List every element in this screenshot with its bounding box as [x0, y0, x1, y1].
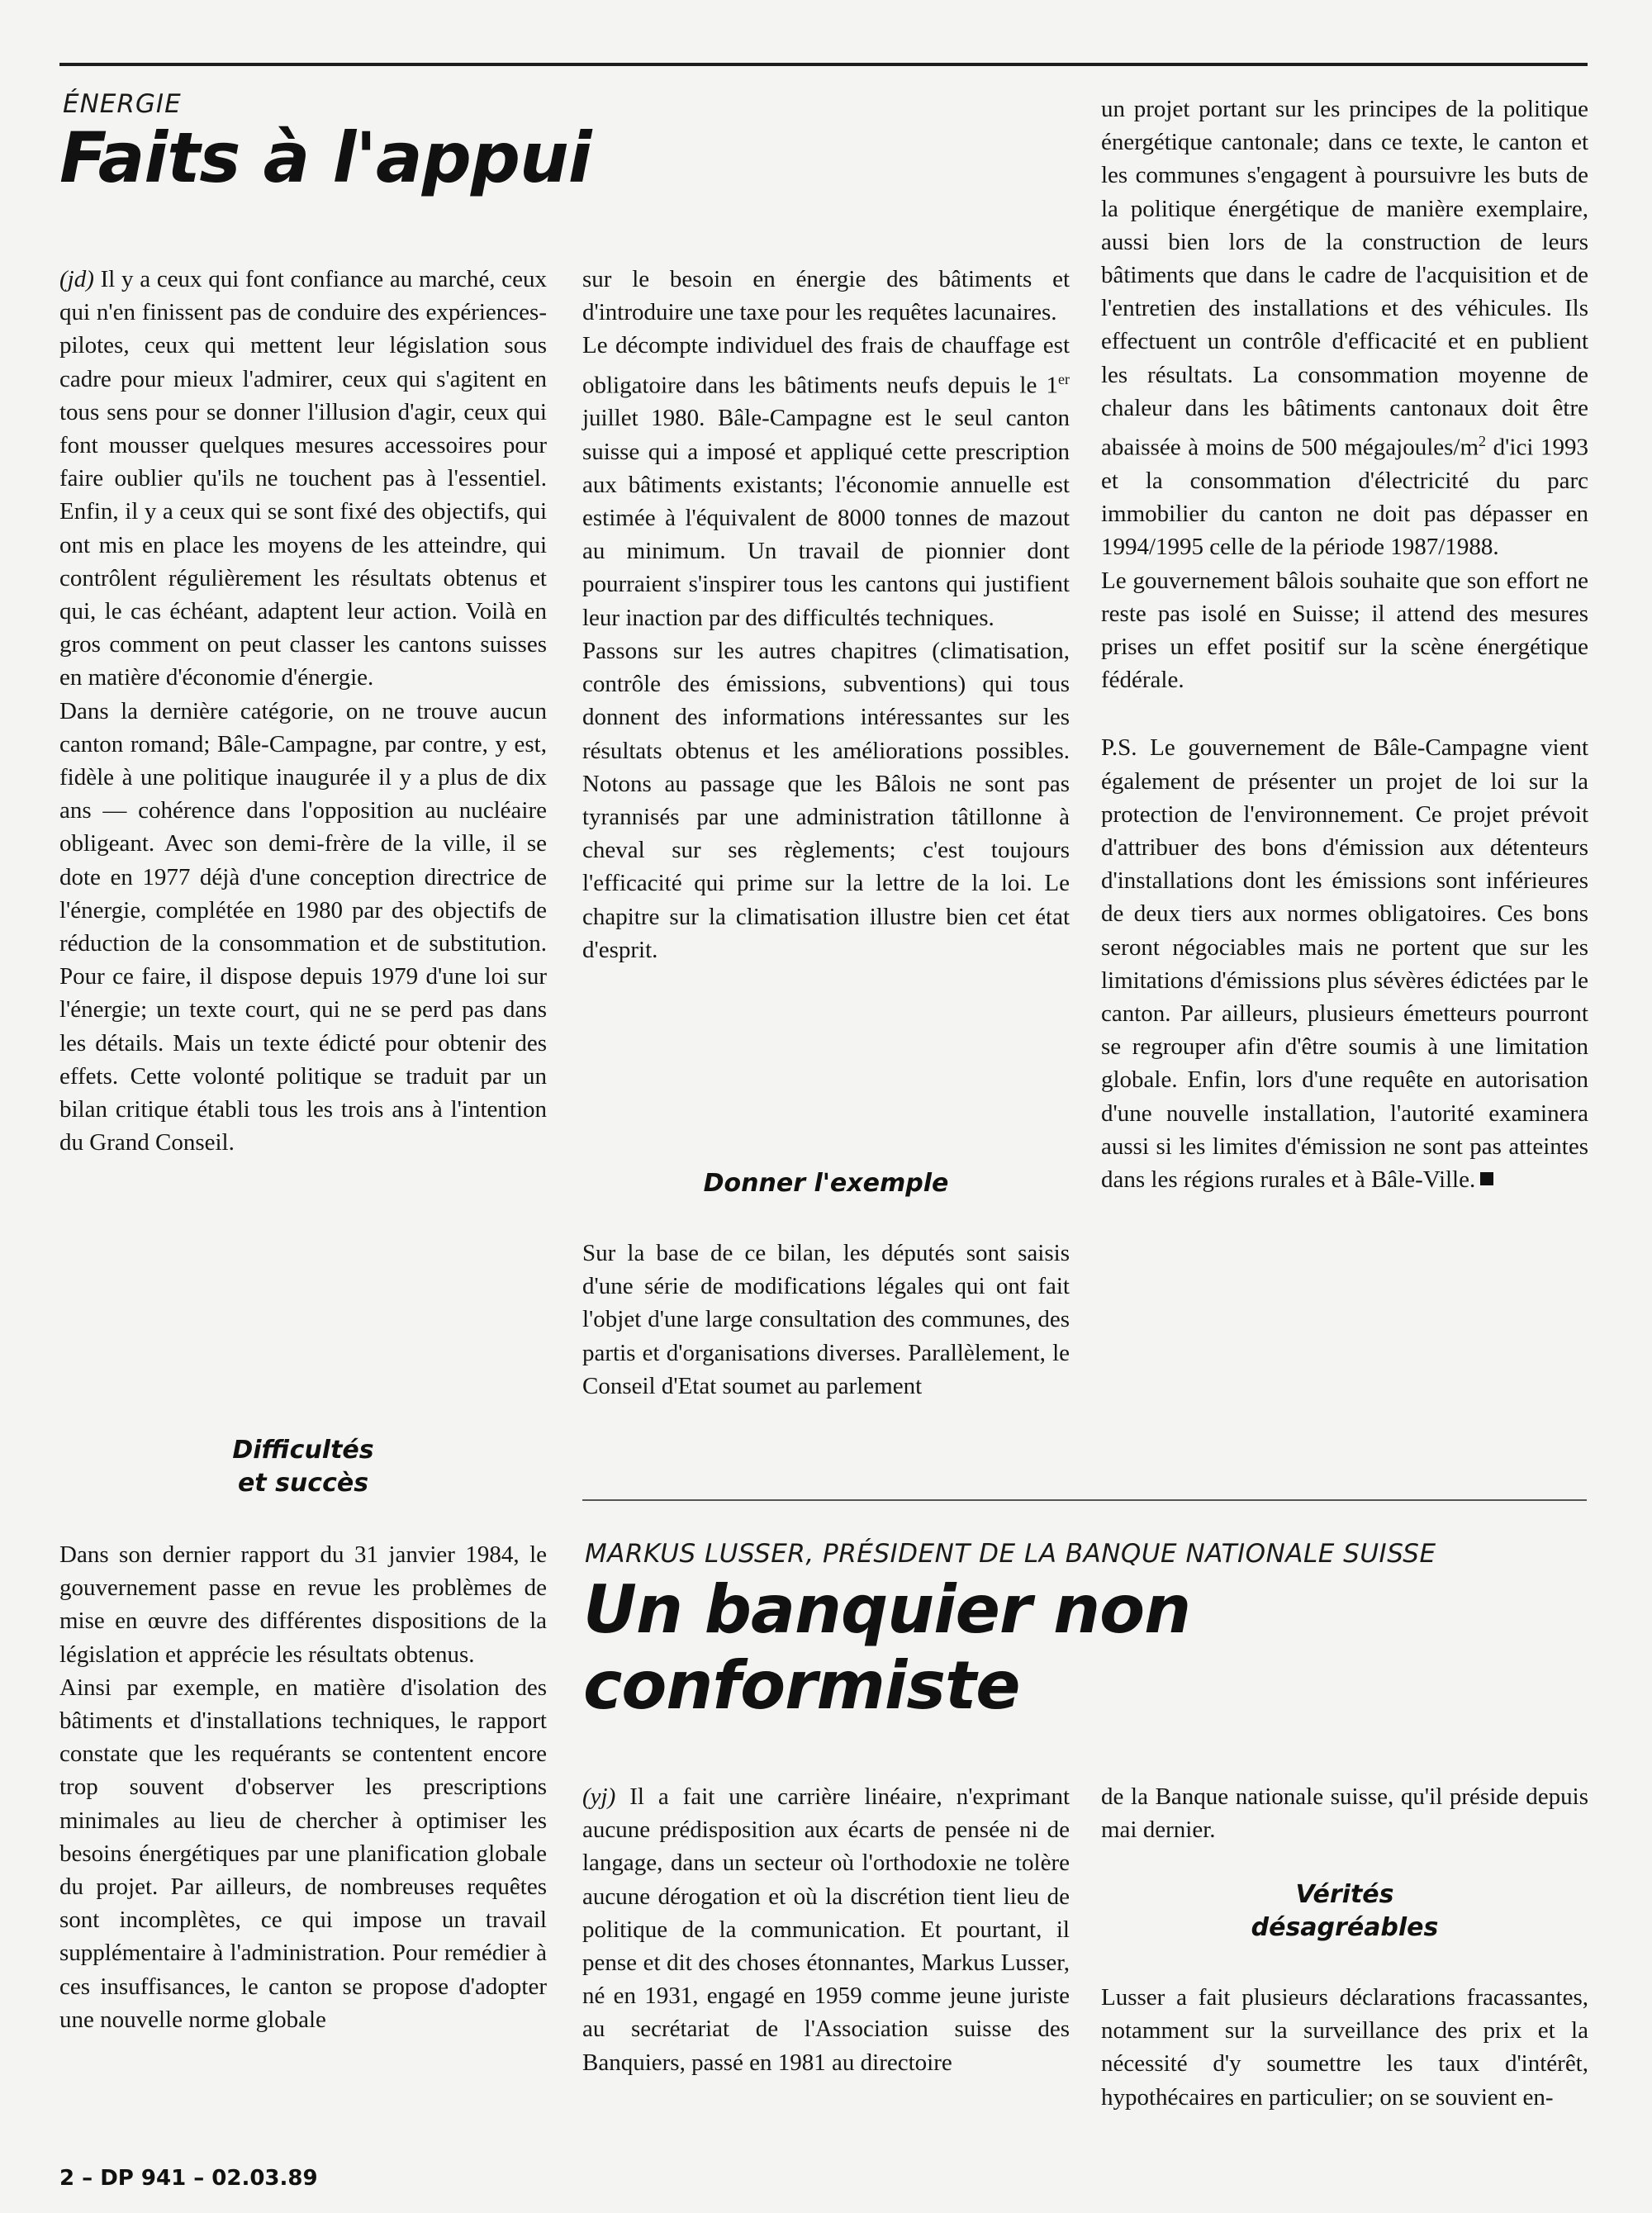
article1-title: Faits à l'appui	[59, 117, 591, 198]
article1-subhead-exemple: Donner l'exemple	[703, 1169, 949, 1198]
article2-paragraph: Lusser a fait plusieurs déclarations fracassantes, notamment sur la surveillance des prix et la nécessité d'y soumettre les taux d'intérêt, hypothécaires en particulier; on se souvient en-	[1101, 1984, 1588, 2111]
top-rule	[59, 63, 1588, 66]
article1-column-1	[59, 263, 547, 1159]
article1-kicker: ÉNERGIE	[63, 89, 182, 119]
article1-column-2	[582, 263, 1070, 966]
page-footer: 2 – DP 941 – 02.03.89	[59, 2166, 318, 2191]
article2-column-3	[1101, 1780, 1588, 1846]
article1-postscript: P.S. Le gouvernement de Bâle-Campagne vient également de présenter un projet de loi sur la protection de l'environnement. Ce projet prévoit d'attribuer des bons d'émission aux détenteurs d'installations dont les émissions sont inférieures de deux tiers aux normes obligatoires. Ces bons seront négociables mais ne portent que sur les limitations d'émissions plus sévères édictées par le canton. Par ailleurs, plusieurs émetteurs pourront se regrouper afin d'être soumis à une limitation globale. Enfin, lors d'une requête en autorisation d'une nouvelle installation, l'autorité examinera aussi si les limites d'émission ne sont pas atteintes dans les régions rurales et à Bâle-Ville.	[1101, 734, 1588, 1193]
article1-paragraph: Dans la dernière catégorie, on ne trouve aucun canton romand; Bâle-Campagne, par contre, y est, fidèle à une politique inaugurée il y a plus de dix ans — cohérence dans l'opposition au nucléaire obligeant. Avec son demi-frère de la ville, il se dote en 1977 déjà d'une conception directrice de l'énergie, complétée en 1980 par des objectifs de réduction de la consommation et de substitution. Pour ce faire, il dispose depuis 1979 d'une loi sur l'énergie; un texte court, qui ne se perd pas dans les détails. Mais un texte édicté pour obtenir des effets. Cette volonté politique se traduit par un bilan critique établi tous les trois ans à l'intention du Grand Conseil.	[59, 697, 547, 1156]
article1-paragraph: Ainsi par exemple, en matière d'isolation des bâtiments et d'installations techniques, le rapport constate que les requérants se contentent encore trop souvent d'observer les prescriptions minimales au lieu de chercher à optimiser les besoins énergétiques par une planification globale du projet. Par ailleurs, de nombreuses requêtes sont incomplètes, ce qui impose un travail supplémentaire à l'administration. Pour remédier à ces insuffisances, le canton se propose d'adopter une nouvelle norme globale	[59, 1674, 547, 2033]
article1-paragraph: (jd) Il y a ceux qui font confiance au marché, ceux qui n'en finissent pas de conduire des expériences-pilotes, ceux qui mettent leur législation sous cadre pour mieux l'admirer, ceux qui s'agitent en tous sens pour se donner l'illusion d'agir, ceux qui font mousser quelques mesures accessoires pour faire oublier qu'ils ne touchent pas à l'essentiel. Enfin, il y a ceux qui se sont fixé des objectifs, qui ont mis en place les moyens de les atteindre, qui contrôlent régulièrement les résultats obtenus et qui, le cas échéant, adaptent leur action. Voilà en gros comment on peut classer les cantons suisses en matière d'économie d'énergie.	[59, 266, 548, 691]
article1-paragraph: Le décompte individuel des frais de chauffage est obligatoire dans les bâtiments neufs depuis le 1er juillet 1980. Bâle-Campagne est le seul canton suisse qui a imposé et appliqué cette prescription aux bâtiments existants; l'économie annuelle est estimée à l'équivalent de 8000 tonnes de mazout au minimum. Un travail de pionnier dont pourraient s'inspirer tous les cantons qui justifient leur inaction par des difficultés techniques.	[582, 332, 1070, 631]
article2-subhead-verites: Vérités désagréables	[1251, 1880, 1439, 1942]
article1-byline: (jd)	[59, 266, 94, 292]
article2-kicker: MARKUS LUSSER, PRÉSIDENT DE LA BANQUE NATIONALE SUISSE	[585, 1539, 1436, 1569]
article2-paragraph: de la Banque nationale suisse, qu'il préside depuis mai dernier.	[1101, 1783, 1588, 1844]
article1-paragraph: sur le besoin en énergie des bâtiments et d'introduire une taxe pour les requêtes lacunaires.	[582, 266, 1070, 326]
article1-paragraph: Dans son dernier rapport du 31 janvier 1984, le gouvernement passe en revue les problèmes de mise en œuvre des différentes dispositions de la législation et apprécie les résultats obtenus.	[59, 1541, 547, 1668]
article1-paragraph: Passons sur les autres chapitres (climatisation, contrôle des émissions, subventions) qui tous donnent des informations intéressantes sur les résultats obtenus et les améliorations possibles. Notons au passage que les Bâlois ne sont pas tyrannisés par une administration tâtillonne à cheval sur ses règlements; c'est toujours l'efficacité qui prime sur la lettre de la loi. Le chapitre sur la climatisation illustre bien cet état d'esprit.	[582, 637, 1070, 963]
article2-column-3-continued	[1101, 1981, 1588, 2114]
article1-paragraph: Sur la base de ce bilan, les députés sont saisis d'une série de modifications légales qui ont fait l'objet d'une large consultation des communes, des partis et d'organisations diverses. Parallèlement, le Conseil d'Etat soumet au parlement	[582, 1240, 1070, 1399]
article2-title: Un banquier non conformiste	[583, 1571, 1191, 1724]
article1-column-2-continued	[582, 1237, 1070, 1403]
article2-column-2	[582, 1780, 1070, 2079]
article2-paragraph: (yj) Il a fait une carrière linéaire, n'exprimant aucune prédisposition aux écarts de pensée ni de langage, dans un secteur où l'orthodoxie ne tolère aucune dérogation et où la discrétion tient lieu de politique de la communication. Et pourtant, il pense et dit des choses étonnantes, Markus Lusser, né en 1931, engagé en 1959 comme jeune juriste au secrétariat de l'Association suisse des Banquiers, passé en 1981 au directoire	[582, 1783, 1070, 2076]
article2-byline: (yj)	[582, 1783, 616, 1810]
article1-paragraph: un projet portant sur les principes de la politique énergétique cantonale; dans ce texte, le canton et les communes s'engagent à poursuivre les buts de la politique énergétique de manière exemplaire, aussi bien lors de la construction de leurs bâtiments que dans le cadre de l'acquisition et de l'entretien des installations et des véhicules. Ils effectuent un contrôle d'efficacité et en publient les résultats. La consommation moyenne de chaleur dans les bâtiments cantonaux doit être abaissée à moins de 500 mégajoules/$m^2$ d'ici 1993 et la consommation d'électricité du parc immobilier du canton ne doit pas dépasser en 1994/1995 celle de la période 1987/1988.	[1101, 96, 1588, 561]
article1-subhead-difficultes: Difficultés et succès	[232, 1436, 374, 1498]
end-mark	[1480, 1172, 1493, 1185]
section-rule	[582, 1499, 1587, 1501]
article1-paragraph: Le gouvernement bâlois souhaite que son effort ne reste pas isolé en Suisse; il attend des mesures prises un effet positif sur la scène énergétique fédérale.	[1101, 567, 1588, 694]
article1-column-3	[1101, 93, 1588, 1196]
article1-column-1-continued	[59, 1538, 547, 2036]
